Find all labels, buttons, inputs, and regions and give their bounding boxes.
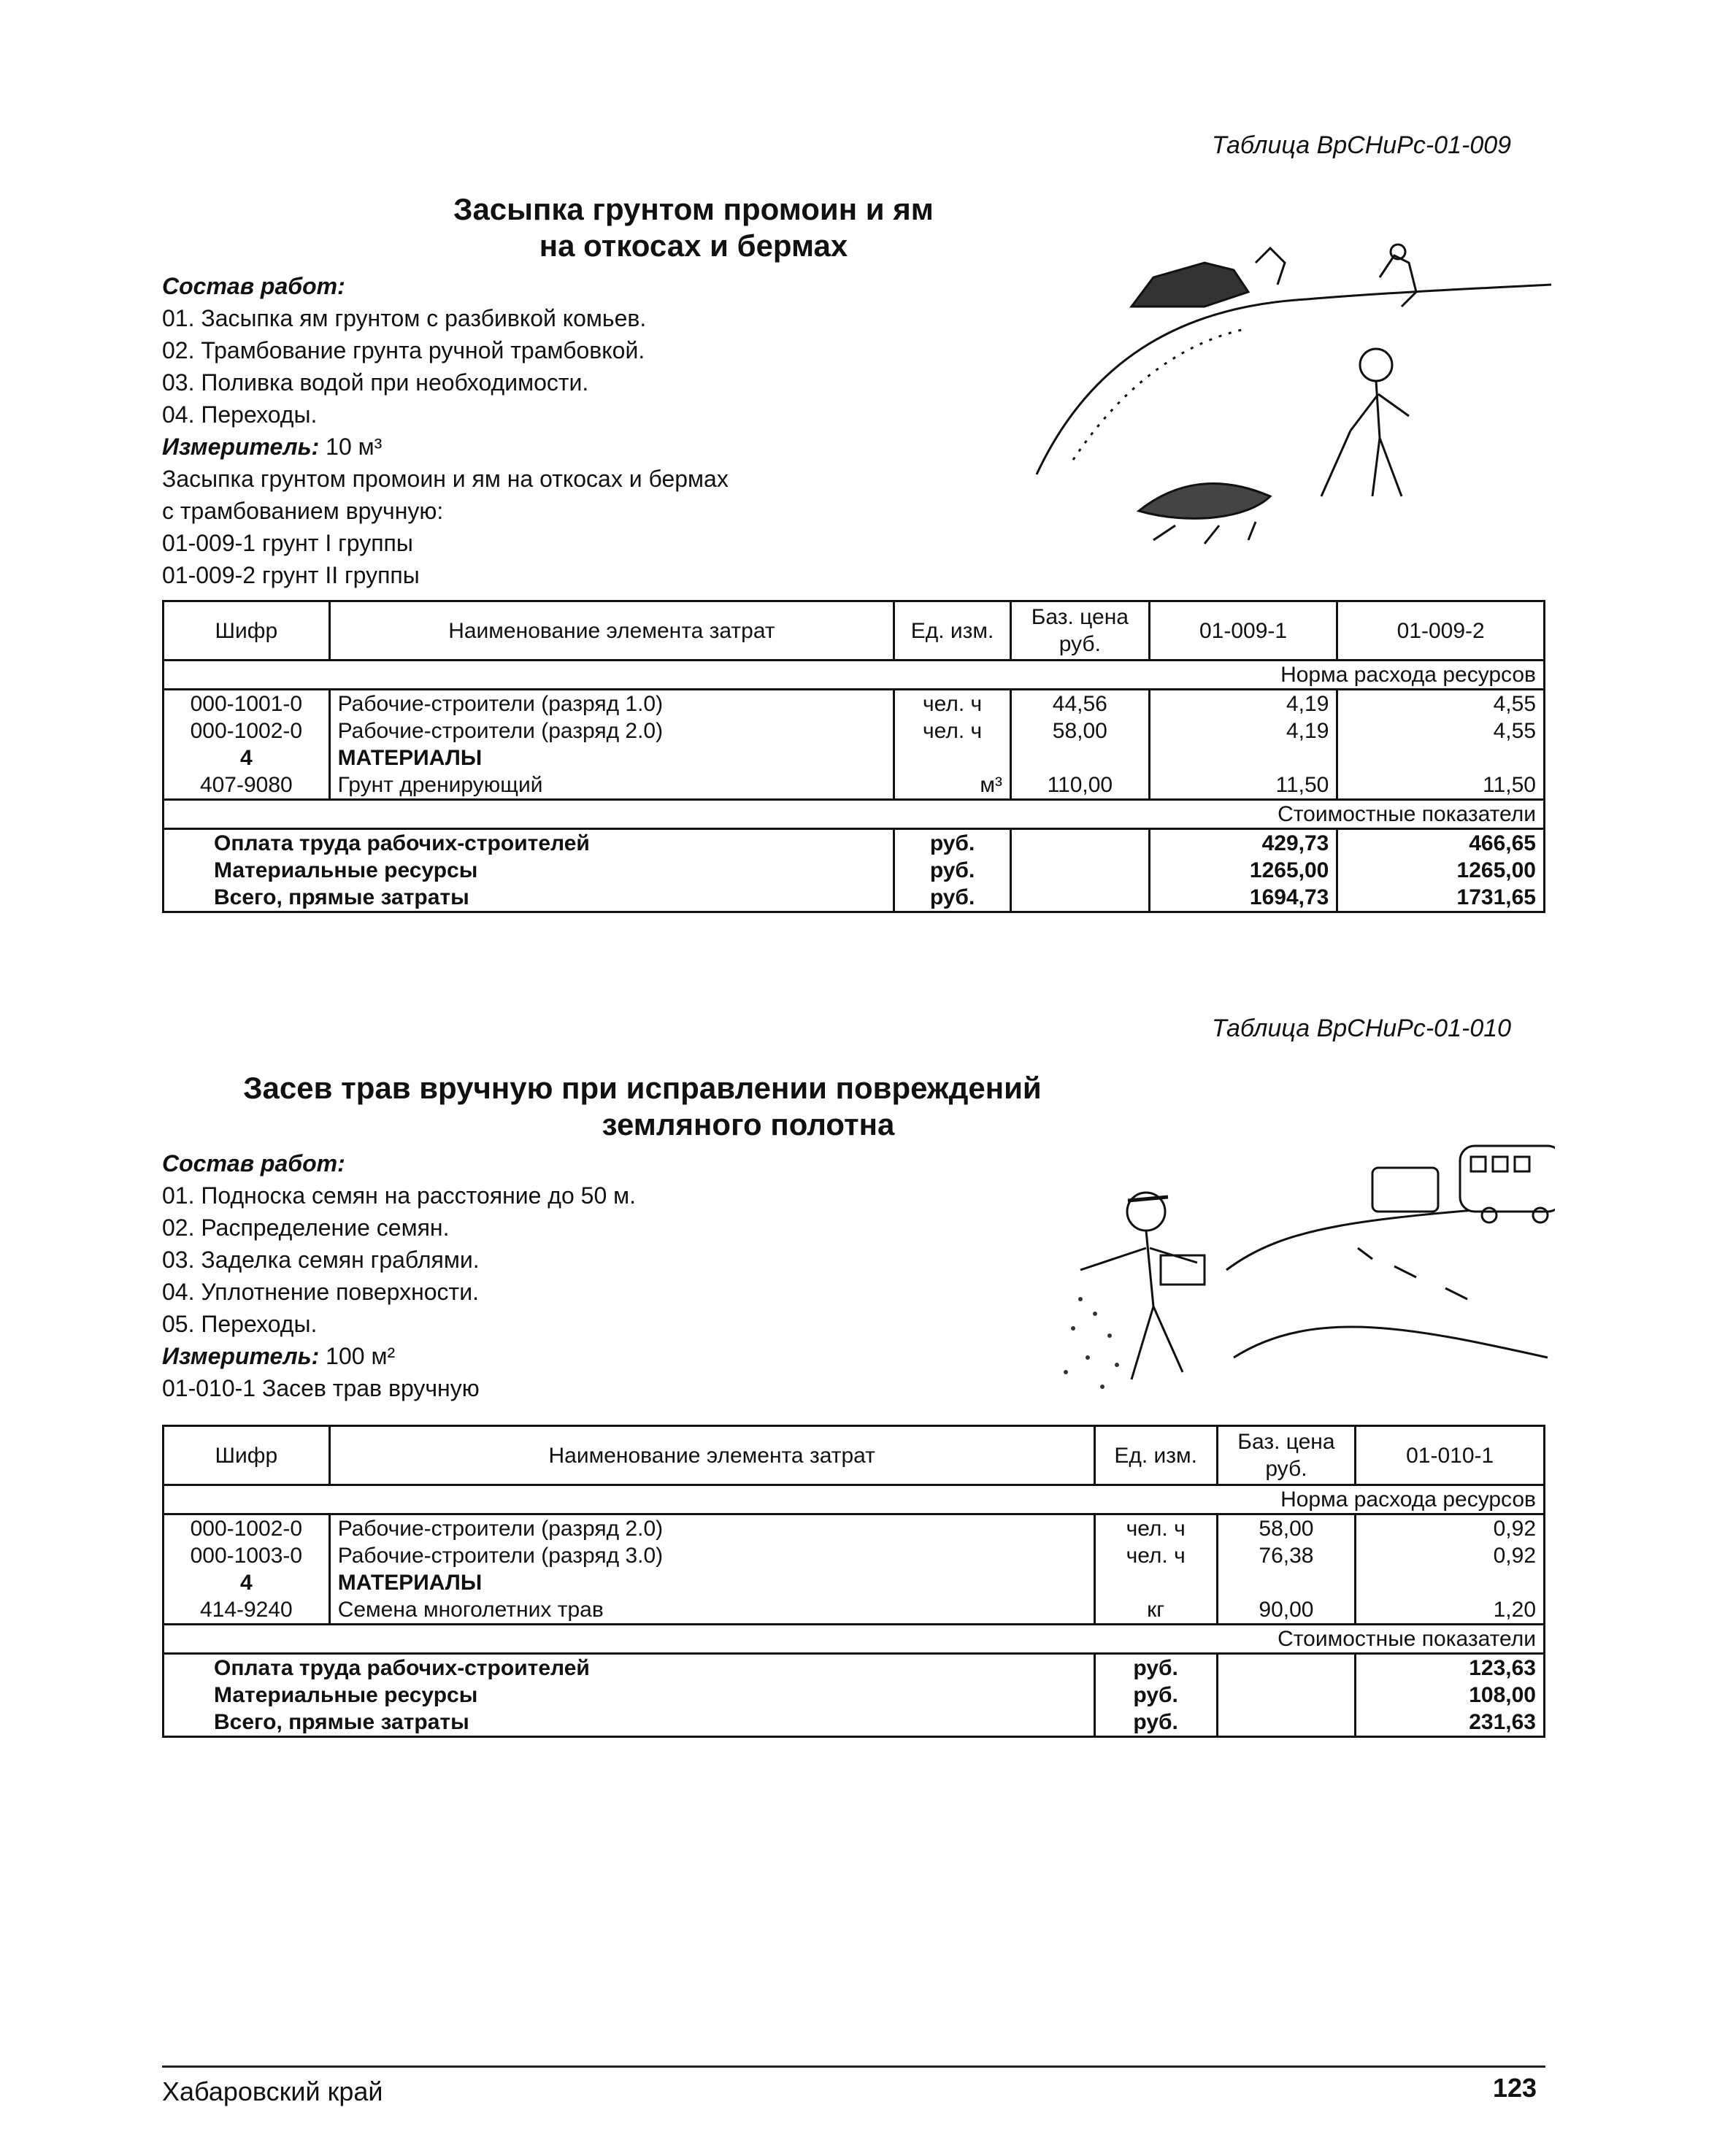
meter-value: 100 м²: [326, 1343, 396, 1369]
code-item: 01-010-1 Засев трав вручную: [162, 1375, 480, 1401]
meter-value: 10 м³: [326, 434, 383, 460]
work-item: 04. Уплотнение поверхности.: [162, 1279, 479, 1305]
code-item: 01-009-2 грунт II группы: [162, 562, 420, 588]
total-label: Материальные ресурсы: [164, 857, 894, 884]
header-cell: Баз. цена руб.: [1217, 1426, 1356, 1485]
work-item: 02. Трамбование грунта ручной трамбовкой.: [162, 337, 645, 363]
cell-code: 000-1001-0: [164, 690, 330, 718]
resource-table-01-010: [162, 1425, 1545, 1738]
cell-code: 000-1002-0: [164, 1514, 330, 1543]
cost-label: Стоимостные показатели: [164, 1625, 1545, 1654]
cell-value: 0,92: [1356, 1514, 1545, 1543]
norm-row: [164, 661, 1545, 690]
total-value: 429,73: [1149, 829, 1337, 858]
materials-code: 4: [164, 744, 330, 771]
resource-table-01-009: [162, 600, 1545, 913]
meter-line: [162, 1340, 636, 1372]
sowing-worker-illustration: [1051, 1139, 1555, 1409]
slope-workers-illustration: [1029, 219, 1555, 562]
meter-label: Измеритель:: [162, 434, 320, 460]
header-cell: Наименование элемента затрат: [329, 1426, 1094, 1485]
table-row: [164, 1514, 1545, 1543]
total-label: Всего, прямые затраты: [164, 1709, 1095, 1737]
materials-label: МАТЕРИАЛЫ: [329, 744, 894, 771]
total-unit: руб.: [1094, 1654, 1217, 1682]
materials-header-row: [164, 1569, 1545, 1596]
cell-code: 000-1002-0: [164, 717, 330, 744]
header-cell: Шифр: [164, 1426, 330, 1485]
table-row: [164, 717, 1545, 744]
total-row: [164, 857, 1545, 884]
table-row: [164, 690, 1545, 718]
header-cell: Ед. изм.: [1094, 1426, 1217, 1485]
cell-value: 4,19: [1149, 717, 1337, 744]
table-header-row: [164, 1426, 1545, 1485]
work-item: 05. Переходы.: [162, 1311, 318, 1337]
works-block: [162, 270, 729, 591]
cell-value: 4,55: [1337, 717, 1545, 744]
materials-code: 4: [164, 1569, 330, 1596]
total-unit: руб.: [1094, 1682, 1217, 1709]
cell-unit: чел. ч: [1094, 1542, 1217, 1569]
total-value: 1694,73: [1149, 884, 1337, 912]
work-item: 03. Поливка водой при необходимости.: [162, 369, 589, 396]
cell-code: 414-9240: [164, 1596, 330, 1625]
total-value: 1265,00: [1337, 857, 1545, 884]
materials-label: МАТЕРИАЛЫ: [329, 1569, 1094, 1596]
cell-name: Рабочие-строители (разряд 2.0): [329, 1514, 1094, 1543]
table-row: [164, 771, 1545, 800]
total-value: 231,63: [1356, 1709, 1545, 1737]
total-label: Материальные ресурсы: [164, 1682, 1095, 1709]
cell-value: 1,20: [1356, 1596, 1545, 1625]
cell-value: 11,50: [1337, 771, 1545, 800]
footer-region: Хабаровский край: [162, 2076, 383, 2106]
materials-header-row: [164, 744, 1545, 771]
cell-unit: м³: [894, 771, 1011, 800]
title-line: земляного полотна: [602, 1107, 895, 1141]
table-row: [164, 1596, 1545, 1625]
work-item: 01. Подноска семян на расстояние до 50 м.: [162, 1182, 637, 1209]
header-cell: Шифр: [164, 601, 330, 661]
cell-value: 11,50: [1149, 771, 1337, 800]
total-value: 1731,65: [1337, 884, 1545, 912]
works-label: Состав работ:: [162, 273, 345, 299]
section-title: [292, 191, 1095, 264]
cell-unit: чел. ч: [1094, 1514, 1217, 1543]
total-value: 123,63: [1356, 1654, 1545, 1682]
header-cell: Баз. цена руб.: [1010, 601, 1149, 661]
cell-code: 407-9080: [164, 771, 330, 800]
cell-name: Рабочие-строители (разряд 1.0): [329, 690, 894, 718]
total-value: 108,00: [1356, 1682, 1545, 1709]
table-header-row: [164, 601, 1545, 661]
header-cell: 01-009-1: [1149, 601, 1337, 661]
work-item: 02. Распределение семян.: [162, 1214, 450, 1241]
cell-name: Грунт дренирующий: [329, 771, 894, 800]
cost-label: Стоимостные показатели: [164, 800, 1545, 829]
norm-label: Норма расхода ресурсов: [164, 1485, 1545, 1514]
description-line: Засыпка грунтом промоин и ям на откосах и бермах: [162, 466, 729, 492]
total-row: [164, 829, 1545, 858]
cell-price: 110,00: [1010, 771, 1149, 800]
code-item: 01-009-1 грунт I группы: [162, 530, 413, 556]
meter-label: Измеритель:: [162, 1343, 320, 1369]
cell-unit: чел. ч: [894, 717, 1011, 744]
table-tag: Таблица ВрСНиРс-01-010: [1212, 1015, 1512, 1042]
cell-name: Семена многолетних трав: [329, 1596, 1094, 1625]
cost-row: [164, 800, 1545, 829]
total-label: Оплата труда рабочих-строителей: [164, 829, 894, 858]
header-cell: Наименование элемента затрат: [329, 601, 894, 661]
cell-unit: чел. ч: [894, 690, 1011, 718]
total-label: Всего, прямые затраты: [164, 884, 894, 912]
cell-value: 4,55: [1337, 690, 1545, 718]
cell-price: 58,00: [1217, 1514, 1356, 1543]
section-title: [168, 1070, 1117, 1143]
total-unit: руб.: [894, 857, 1011, 884]
work-item: 01. Засыпка ям грунтом с разбивкой комьев.: [162, 305, 647, 331]
cell-unit: кг: [1094, 1596, 1217, 1625]
works-label: Состав работ:: [162, 1150, 345, 1177]
total-row: [164, 884, 1545, 912]
header-cell: Ед. изм.: [894, 601, 1011, 661]
total-label: Оплата труда рабочих-строителей: [164, 1654, 1095, 1682]
cell-name: Рабочие-строители (разряд 2.0): [329, 717, 894, 744]
title-line: Засев трав вручную при исправлении повреждений: [243, 1071, 1042, 1105]
total-unit: руб.: [894, 884, 1011, 912]
norm-row: [164, 1485, 1545, 1514]
title-line: на откосах и бермах: [539, 228, 848, 263]
works-block: [162, 1147, 636, 1404]
work-item: 03. Заделка семян граблями.: [162, 1247, 480, 1273]
total-row: [164, 1654, 1545, 1682]
total-value: 466,65: [1337, 829, 1545, 858]
cell-value: 0,92: [1356, 1542, 1545, 1569]
table-row: [164, 1542, 1545, 1569]
header-cell: 01-010-1: [1356, 1426, 1545, 1485]
cell-price: 90,00: [1217, 1596, 1356, 1625]
total-unit: руб.: [894, 829, 1011, 858]
table-tag: Таблица ВрСНиРс-01-009: [1212, 131, 1512, 159]
cell-code: 000-1003-0: [164, 1542, 330, 1569]
total-unit: руб.: [1094, 1709, 1217, 1737]
cell-name: Рабочие-строители (разряд 3.0): [329, 1542, 1094, 1569]
header-cell: 01-009-2: [1337, 601, 1545, 661]
cost-row: [164, 1625, 1545, 1654]
total-row: [164, 1682, 1545, 1709]
cell-value: 4,19: [1149, 690, 1337, 718]
page-number: 123: [1493, 2073, 1537, 2103]
description-line: с трамбованием вручную:: [162, 498, 444, 524]
work-item: 04. Переходы.: [162, 401, 318, 428]
cell-price: 76,38: [1217, 1542, 1356, 1569]
norm-label: Норма расхода ресурсов: [164, 661, 1545, 690]
meter-line: [162, 431, 729, 463]
cell-price: 44,56: [1010, 690, 1149, 718]
total-value: 1265,00: [1149, 857, 1337, 884]
footer-divider: [162, 2065, 1545, 2068]
title-line: Засыпка грунтом промоин и ям: [453, 192, 934, 226]
cell-price: 58,00: [1010, 717, 1149, 744]
total-row: [164, 1709, 1545, 1737]
